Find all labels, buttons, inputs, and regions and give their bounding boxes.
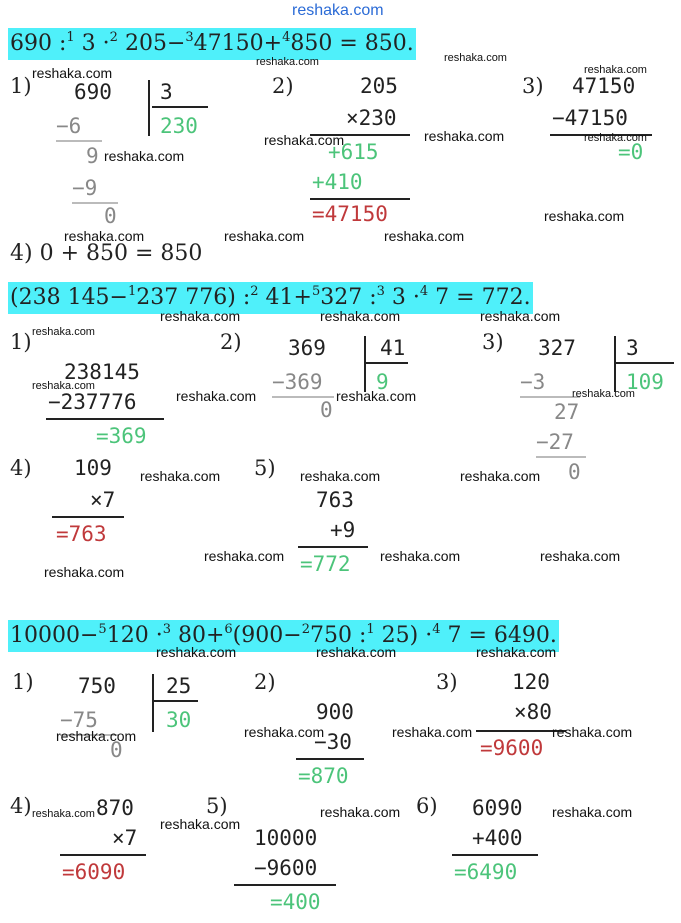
result: =400 (270, 890, 321, 914)
result: =9600 (480, 736, 544, 760)
step-label: 1) (12, 670, 34, 694)
watermark: reshaka.com (480, 308, 561, 324)
divisor: 3 (160, 80, 173, 104)
subtrahend: −27 (536, 430, 574, 454)
watermark: reshaka.com (156, 644, 237, 660)
operand: 763 (316, 488, 354, 512)
operand: 238145 (64, 360, 140, 384)
quotient: 230 (160, 114, 198, 138)
remainder: 0 (320, 398, 333, 422)
remainder: 0 (104, 204, 117, 228)
subtrahend: −369 (272, 370, 323, 394)
watermark: reshaka.com (32, 380, 95, 392)
watermark: reshaka.com (32, 808, 95, 820)
step-label: 1) (10, 330, 32, 354)
step-label: 5) (254, 456, 276, 480)
step-label: 5) (206, 794, 228, 818)
watermark: reshaka.com (320, 804, 401, 820)
subtrahend: −9 (72, 176, 98, 200)
watermark: reshaka.com (544, 208, 625, 224)
watermark: reshaka.com (380, 548, 461, 564)
watermark: reshaka.com (64, 228, 145, 244)
watermark: reshaka.com (552, 724, 633, 740)
watermark: reshaka.com (460, 468, 541, 484)
equation-1: 690 :$^1$ 3 ·$^2$ 205−$^3$47150+$^4$850 = 850. (8, 28, 416, 60)
divider (536, 456, 586, 458)
subtrahend: −6 (56, 114, 82, 138)
step-label: 6) (416, 794, 438, 818)
divisor: 3 (626, 336, 639, 360)
operand: 205 (360, 74, 398, 98)
equation-2: (238 145−$^1$237 776) :$^2$ 41+$^5$327 :$^3$ 3 ·$^4$ 7 = 772. (8, 282, 533, 314)
division-bar (152, 674, 154, 732)
watermark: reshaka.com (552, 804, 633, 820)
divisor: 25 (166, 674, 192, 698)
step-label: 3) (436, 670, 458, 694)
watermark: reshaka.com (160, 308, 241, 324)
watermark: reshaka.com (256, 56, 319, 68)
step-label: 4) (10, 456, 32, 480)
site-name[interactable]: reshaka.com (292, 2, 384, 19)
result: =763 (56, 522, 107, 546)
divisor-line (152, 106, 208, 108)
operand: 870 (96, 796, 134, 820)
watermark: reshaka.com (204, 548, 285, 564)
divisor: 41 (380, 336, 406, 360)
operand: 47150 (572, 74, 636, 98)
divider (234, 884, 336, 886)
step-label: 2) (220, 330, 242, 354)
watermark: reshaka.com (540, 548, 621, 564)
watermark: reshaka.com (300, 468, 381, 484)
result: =870 (298, 764, 349, 788)
division-bar (614, 336, 616, 392)
result: =47150 (312, 202, 388, 226)
step-label: 1) (10, 74, 32, 98)
step-label: 4) (10, 794, 32, 818)
step-label: 3) (482, 330, 504, 354)
operand: −9600 (254, 856, 318, 880)
quotient: 30 (166, 708, 192, 732)
operand: +400 (472, 826, 523, 850)
watermark: reshaka.com (44, 564, 125, 580)
result: =772 (300, 552, 351, 576)
operand: ×7 (90, 488, 116, 512)
watermark: reshaka.com (572, 388, 635, 400)
watermark: reshaka.com (584, 64, 647, 76)
quotient: 9 (376, 370, 389, 394)
watermark: reshaka.com (224, 228, 305, 244)
operand: 109 (74, 456, 112, 480)
step-label: 3) (522, 74, 544, 98)
result: =369 (96, 424, 147, 448)
operand: −30 (314, 730, 352, 754)
watermark: reshaka.com (56, 728, 137, 744)
divider (298, 546, 368, 548)
watermark: reshaka.com (104, 148, 185, 164)
watermark: reshaka.com (384, 228, 465, 244)
watermark: reshaka.com (584, 132, 647, 144)
divider (56, 140, 102, 142)
step-label: 2) (272, 74, 294, 98)
watermark: reshaka.com (244, 724, 325, 740)
step-4: 4) 0 + 850 = 850 (10, 241, 203, 266)
watermark: reshaka.com (476, 644, 557, 660)
divider (310, 198, 410, 200)
operand: ×7 (112, 826, 138, 850)
divisor-line (154, 700, 198, 702)
operand: 10000 (254, 826, 318, 850)
divisor-line (366, 362, 408, 364)
dividend: 750 (78, 674, 116, 698)
quotient: 109 (626, 370, 664, 394)
remainder: 27 (554, 400, 580, 424)
partial-product: +410 (312, 170, 363, 194)
divider (52, 516, 124, 518)
remainder: 0 (110, 738, 123, 762)
result: =6490 (454, 860, 518, 884)
watermark: reshaka.com (320, 308, 401, 324)
watermark: reshaka.com (32, 65, 113, 81)
watermark: reshaka.com (140, 468, 221, 484)
subtrahend: −3 (520, 370, 546, 394)
watermark: reshaka.com (32, 326, 95, 338)
operand: ×230 (346, 106, 397, 130)
operand: 120 (512, 670, 550, 694)
divider (452, 854, 538, 856)
operand: 6090 (472, 796, 523, 820)
divisor-line (616, 362, 674, 364)
watermark: reshaka.com (392, 724, 473, 740)
subtrahend: −75 (60, 708, 98, 732)
watermark: reshaka.com (264, 132, 345, 148)
remainder: 9 (86, 144, 99, 168)
division-bar (148, 80, 150, 136)
division-bar (364, 336, 366, 392)
watermark: reshaka.com (336, 388, 417, 404)
equation-3: 10000−$^5$120 ·$^3$ 80+$^6$(900−$^2$750 :$^1$ 25) ·$^4$ 7 = 6490. (8, 620, 559, 652)
divider (46, 418, 164, 420)
watermark: reshaka.com (444, 52, 507, 64)
divider (296, 758, 364, 760)
operand: 900 (316, 700, 354, 724)
dividend: 327 (538, 336, 576, 360)
watermark: reshaka.com (176, 388, 257, 404)
operand: −47150 (552, 106, 628, 130)
operand: ×80 (514, 700, 552, 724)
operand: +9 (330, 518, 356, 542)
remainder: 0 (568, 460, 581, 484)
watermark: reshaka.com (424, 128, 505, 144)
dividend: 690 (74, 80, 112, 104)
watermark: reshaka.com (160, 816, 241, 832)
dividend: 369 (288, 336, 326, 360)
result: =6090 (62, 860, 126, 884)
operand: −237776 (48, 390, 137, 414)
watermark: reshaka.com (316, 644, 397, 660)
step-label: 2) (254, 670, 276, 694)
divider (520, 396, 580, 398)
partial-product: +615 (328, 140, 379, 164)
divider (60, 854, 146, 856)
result: =0 (618, 140, 644, 164)
